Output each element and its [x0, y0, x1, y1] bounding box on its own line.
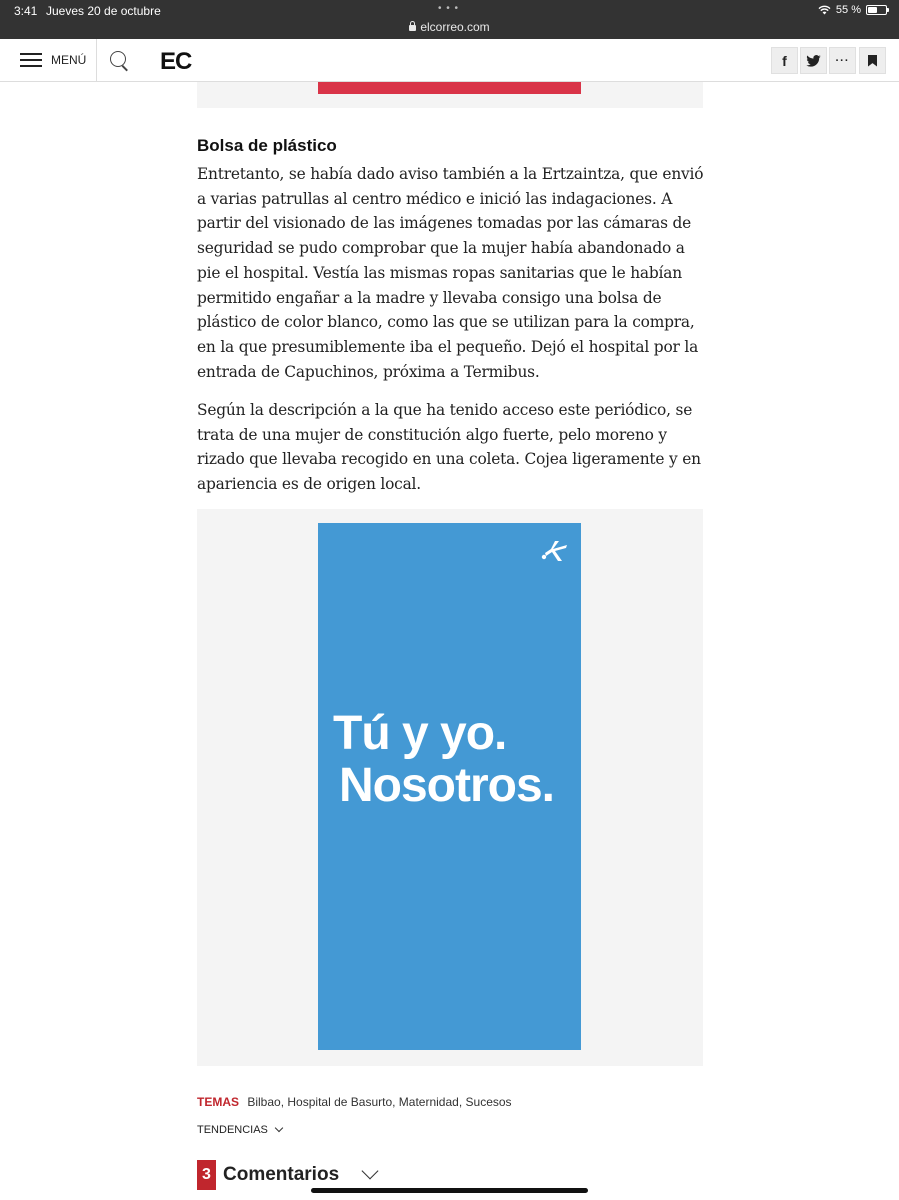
twitter-share-button[interactable]: [800, 47, 827, 74]
status-time: 3:41: [14, 4, 38, 18]
top-ad-slot: [197, 82, 703, 108]
lock-icon: [409, 25, 416, 31]
battery-icon: [866, 5, 887, 15]
chevron-down-icon: [362, 1163, 379, 1180]
topic-link[interactable]: Sucesos: [465, 1095, 512, 1109]
menu-label: MENÚ: [51, 53, 87, 67]
star-logo-icon: [540, 540, 568, 562]
address-bar[interactable]: [0, 20, 899, 34]
header-divider: [96, 39, 97, 82]
hamburger-icon: [20, 53, 42, 67]
save-article-button[interactable]: [859, 47, 886, 74]
ad-headline: [333, 708, 554, 812]
url-text: elcorreo.com: [420, 20, 490, 34]
menu-button[interactable]: [20, 50, 86, 70]
topic-link[interactable]: Maternidad,: [398, 1095, 463, 1109]
facebook-share-button[interactable]: [771, 47, 798, 74]
topics-list: [197, 1095, 512, 1109]
comment-count-badge: 3: [197, 1160, 216, 1190]
topics-label: TEMAS: [197, 1095, 239, 1109]
status-bar: [0, 0, 899, 39]
topic-link[interactable]: Bilbao,: [247, 1095, 285, 1109]
tendencias-toggle[interactable]: [197, 1124, 282, 1136]
article-paragraph: Entretanto, se había dado aviso también a la Ertzaintza, que envió a varias patrullas al centro médico e inició las indagaciones. A partir del visionado de las imágenes tomadas por las cámaras de seguridad se pudo comprobar que la mujer había abandonado a pie el hospital. Vestía las mismas ropas sanitarias que le habían permitido engañar a la madre y llevaba consigo una bolsa de plástico de color blanco, como las que se utilizan para la compra, en la que presumiblemente iba el pequeño. Dejó el hospital por la entrada de Capuchinos, próxima a Termibus.: [197, 165, 704, 381]
chevron-down-icon: [275, 1124, 283, 1132]
top-ad-creative[interactable]: [318, 82, 581, 94]
site-header: [0, 39, 899, 82]
wifi-icon: [818, 5, 831, 15]
search-icon[interactable]: [110, 51, 126, 67]
bookmark-icon: [868, 55, 877, 67]
ad-banner[interactable]: [318, 523, 581, 1050]
comments-toggle[interactable]: [197, 1160, 376, 1190]
battery-percent: 55 %: [835, 4, 861, 16]
ad-headline-line1: Tú y yo.: [333, 707, 507, 760]
multitasking-dots-icon[interactable]: • • •: [438, 3, 460, 14]
tendencias-label: TENDENCIAS: [197, 1124, 268, 1136]
more-icon: ···: [835, 54, 850, 67]
article-paragraph: Según la descripción a la que ha tenido acceso este periódico, se trata de una mujer de constitución algo fuerte, pelo moreno y rizado que llevaba recogido en una coleta. Cojea ligeramente y en apariencia es de origen local.: [197, 401, 701, 494]
status-indicators: [818, 4, 887, 16]
home-indicator[interactable]: [311, 1188, 588, 1193]
topic-link[interactable]: Hospital de Basurto,: [287, 1095, 396, 1109]
section-heading: Bolsa de plástico: [197, 136, 337, 155]
facebook-icon: f: [782, 52, 787, 69]
status-date: Jueves 20 de octubre: [46, 4, 161, 18]
comments-label: Comentarios: [223, 1164, 340, 1185]
ad-slot: [197, 509, 703, 1066]
ad-headline-line2: Nosotros.: [339, 759, 555, 812]
twitter-icon: [806, 55, 821, 67]
site-logo[interactable]: EC: [160, 48, 192, 75]
more-share-button[interactable]: [829, 47, 856, 74]
